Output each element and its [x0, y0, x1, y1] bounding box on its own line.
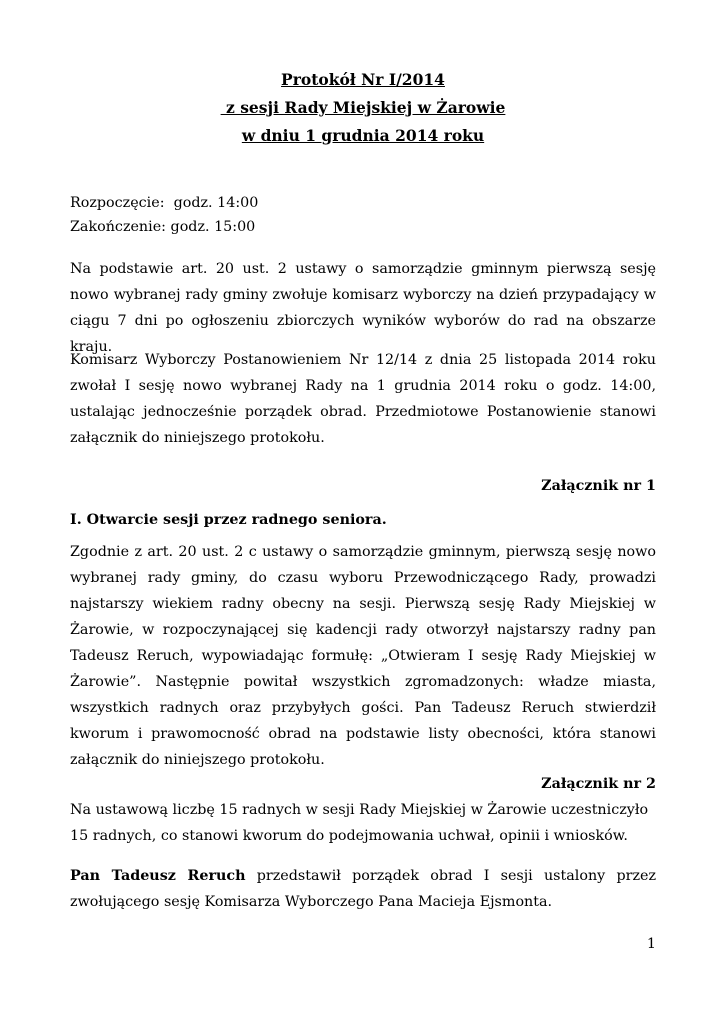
document-title	[70, 66, 656, 150]
paragraph-opening: Zgodnie z art. 20 ust. 2 c ustawy o samorządzie gminnym, pierwszą sesję nowo wybranej rady gminy, do czasu wyboru Przewodniczącego Rady, prowadzi najstarszy wiekiem radny obecny na sesji. Pierwszą sesję Rady Miejskiej w Żarowie, w rozpoczynającej się kadencji rady otworzył najstarszy radny pan Tadeusz Reruch, wypowiadając formułę: „Otwieram I sesję Rady Miejskiej w Żarowie”. Następnie powitał wszystkich zgromadzonych: władze miasta, wszystkich radnych oraz przybyłych gości. Pan Tadeusz Reruch stwierdził kworum i prawomocność obrad na podstawie listy obecności, która stanowi załącznik do niniejszego protokołu.	[70, 544, 656, 768]
paragraph-quorum: Na ustawową liczbę 15 radnych w sesji Rady Miejskiej w Żarowie uczestniczyło 15 radnych, co stanowi kworum do podejmowania uchwał, opinii i wniosków.	[70, 802, 649, 844]
end-time: Zakończenie: godz. 15:00	[70, 219, 256, 235]
attachment-label-2: Załącznik nr 2	[541, 776, 656, 792]
speaker-name: Pan Tadeusz Reruch	[70, 868, 246, 884]
start-time: Rozpoczęcie: godz. 14:00	[70, 195, 259, 211]
title-line-1: Protokół Nr I/2014	[281, 70, 445, 89]
section-heading-1: I. Otwarcie sesji przez radnego seniora.	[70, 512, 387, 528]
paragraph-commissioner: Komisarz Wyborczy Postanowieniem Nr 12/14 z dnia 25 listopada 2014 roku zwołał I sesję nowo wybranej Rady na 1 grudnia 2014 roku o godz. 14:00, ustalając jednocześnie porządek obrad. Przedmiotowe Postanowienie stanowi załącznik do niniejszego protokołu.	[70, 352, 656, 446]
paragraph-agenda	[70, 863, 656, 915]
page-number: 1	[646, 936, 656, 952]
title-line-2: z sesji Rady Miejskiej w Żarowie	[220, 98, 506, 117]
agenda-text: przedstawił porządek obrad I sesji ustalony przez zwołującego sesję Komisarza Wyborczego Pana Macieja Ejsmonta.	[70, 868, 656, 910]
paragraph-legal-basis: Na podstawie art. 20 ust. 2 ustawy o samorządzie gminnym pierwszą sesję nowo wybranej rady gminy zwołuje komisarz wyborczy na dzień przypadający w ciągu 7 dni po ogłoszeniu zbiorczych wyników wyborów do rad na obszarze kraju.	[70, 261, 656, 355]
document-page	[70, 0, 656, 1024]
title-line-3: w dniu 1 grudnia 2014 roku	[241, 126, 485, 145]
attachment-label-1: Załącznik nr 1	[541, 478, 656, 494]
session-times	[70, 191, 258, 239]
